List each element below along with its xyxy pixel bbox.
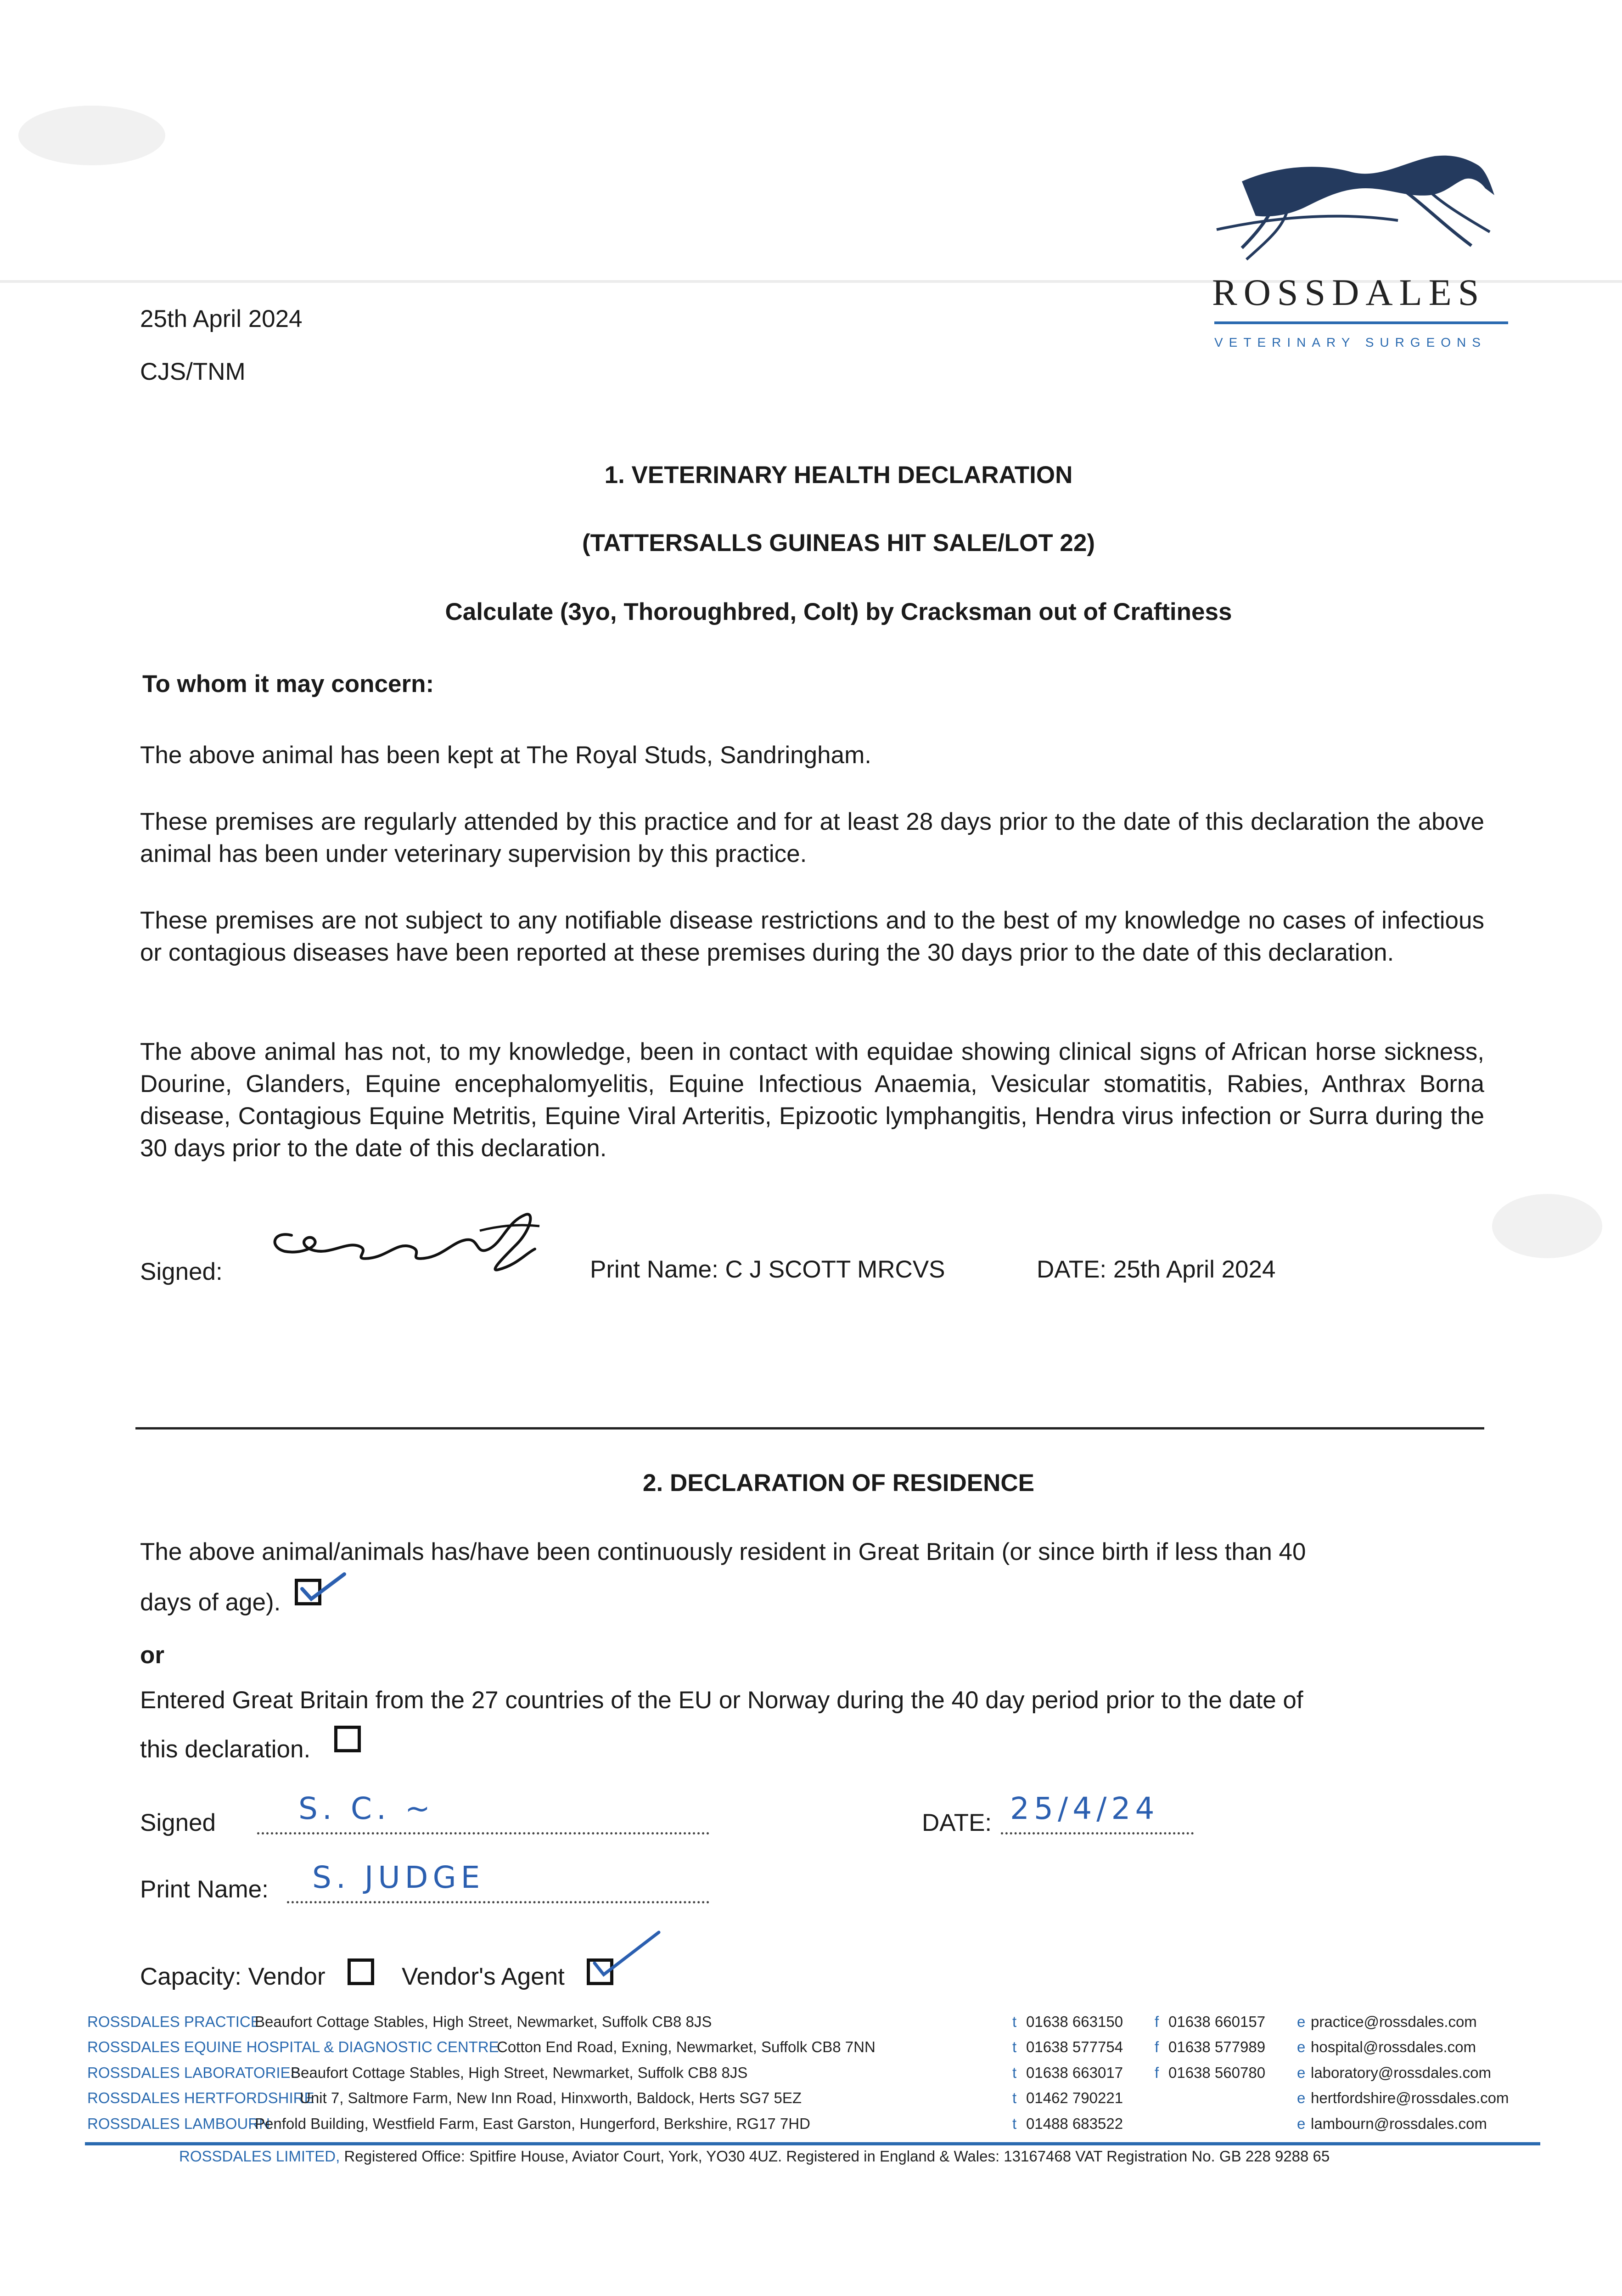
- footer-fax-prefix: f: [1155, 2038, 1159, 2055]
- footer-office-name: ROSSDALES LAMBOURN: [87, 2115, 270, 2132]
- residence-option-2-checkbox[interactable]: [334, 1726, 361, 1752]
- footer-office-email[interactable]: laboratory@rossdales.com: [1311, 2064, 1491, 2081]
- footer-tel-prefix: t: [1012, 2064, 1017, 2081]
- footer-tel-prefix: t: [1012, 2013, 1017, 2030]
- footer-office-phone[interactable]: 01462 790221: [1026, 2089, 1123, 2106]
- salutation: To whom it may concern:: [142, 670, 434, 698]
- footer-tel-prefix: t: [1012, 2115, 1017, 2132]
- residence-option-1-line1: The above animal/animals has/have been continuously resident in Great Britain (or since birth if less than 40: [140, 1538, 1306, 1565]
- brand-name: ROSSDALES: [1212, 271, 1486, 313]
- footer-office-name: ROSSDALES LABORATORIES: [87, 2064, 301, 2081]
- section-divider: [135, 1427, 1484, 1429]
- paragraph-supervision: These premises are regularly attended by this practice and for at least 28 days prior to the date of this declaration the above animal has been under veterinary supervision by this practice.: [140, 808, 1484, 867]
- logo: [1194, 138, 1524, 367]
- capacity-vendor-checkbox[interactable]: [348, 1958, 374, 1985]
- letter-reference: CJS/TNM: [140, 358, 246, 385]
- footer-email-prefix: e: [1297, 2013, 1306, 2030]
- scan-smudge: [1492, 1194, 1602, 1258]
- paragraph-premises: The above animal has been kept at The Royal Studs, Sandringham.: [140, 742, 871, 769]
- letter-date: 25th April 2024: [140, 305, 303, 332]
- vet-signature-date: DATE: 25th April 2024: [1037, 1256, 1276, 1283]
- signed-label: Signed:: [140, 1258, 223, 1285]
- footer-office-address: Beaufort Cottage Stables, High Street, Newmarket, Suffolk CB8 8JS: [291, 2064, 748, 2081]
- footer-registration: [179, 2144, 1330, 2169]
- footer-office-phone[interactable]: 01638 663150: [1026, 2013, 1123, 2030]
- vet-signature: [259, 1203, 553, 1281]
- brand-subtitle: VETERINARY SURGEONS: [1214, 335, 1487, 349]
- footer-office-address: Penfold Building, Westfield Farm, East Garston, Hungerford, Berkshire, RG17 7HD: [255, 2115, 810, 2132]
- footer-office-email[interactable]: hertfordshire@rossdales.com: [1311, 2089, 1509, 2106]
- footer-office-phone[interactable]: 01488 683522: [1026, 2115, 1123, 2132]
- section2-heading: 2. DECLARATION OF RESIDENCE: [643, 1469, 1034, 1497]
- footer-office-fax: 01638 660157: [1168, 2013, 1266, 2030]
- checkmark-icon: [298, 1570, 349, 1607]
- footer-email-prefix: e: [1297, 2038, 1306, 2055]
- footer-office-fax: 01638 577989: [1168, 2038, 1266, 2055]
- footer-office-name: ROSSDALES PRACTICE: [87, 2013, 261, 2030]
- footer-tel-prefix: t: [1012, 2038, 1017, 2055]
- brand-underline: [1214, 321, 1508, 324]
- owner-signature: S. C. ~: [298, 1791, 435, 1826]
- footer-email-prefix: e: [1297, 2115, 1306, 2132]
- footer-email-prefix: e: [1297, 2089, 1306, 2106]
- footer-email-prefix: e: [1297, 2064, 1306, 2081]
- owner-date-label: DATE:: [922, 1809, 992, 1836]
- footer-fax-prefix: f: [1155, 2064, 1159, 2081]
- paragraph-restrictions: These premises are not subject to any notifiable disease restrictions and to the best of my knowledge no cases of infectious or contagious diseases have been reported at these premises during the 30 days prior to the date of this declaration.: [140, 907, 1484, 966]
- footer-office-email[interactable]: practice@rossdales.com: [1311, 2013, 1477, 2030]
- footer-fax-prefix: f: [1155, 2013, 1159, 2030]
- footer-office-name: ROSSDALES HERTFORDSHIRE: [87, 2089, 314, 2106]
- owner-print-name-line: [287, 1901, 709, 1903]
- owner-date: 25/4/24: [1010, 1791, 1159, 1826]
- owner-print-name: S. JUDGE: [312, 1860, 485, 1895]
- residence-option-1-line2: days of age).: [140, 1589, 281, 1616]
- paragraph-contact: The above animal has not, to my knowledge, been in contact with equidae showing clinical signs of African horse sickness, Dourine, Glanders, Equine encephalomyelitis, Equine Infectious Anaemia, Vesicular stomatitis, Rabies, Anthrax Borna disease, Contagious Equine Metritis, Equine Viral Arteritis, Epizootic lymphangitis, Hendra virus infection or Surra during the 30 days prior to the date of this declaration.: [140, 1038, 1484, 1162]
- footer-company-name: ROSSDALES LIMITED,: [179, 2148, 340, 2165]
- residence-option-2-line1: Entered Great Britain from the 27 countries of the EU or Norway during the 40 day period prior to the date of: [140, 1687, 1303, 1714]
- owner-date-line: [1001, 1832, 1194, 1835]
- checkmark-icon: [590, 1929, 663, 1984]
- scan-smudge: [18, 106, 165, 165]
- footer-office-address: Unit 7, Saltmore Farm, New Inn Road, Hinxworth, Baldock, Herts SG7 5EZ: [300, 2089, 802, 2106]
- capacity-vendor-label: Capacity: Vendor: [140, 1963, 326, 1990]
- running-horse-icon: [1214, 138, 1499, 271]
- residence-option-2-line2: this declaration.: [140, 1736, 311, 1763]
- section1-subheading: (TATTERSALLS GUINEAS HIT SALE/LOT 22): [582, 529, 1095, 557]
- owner-print-name-label: Print Name:: [140, 1876, 269, 1903]
- footer-office-name: ROSSDALES EQUINE HOSPITAL & DIAGNOSTIC CENTRE: [87, 2038, 499, 2055]
- footer-office-email[interactable]: lambourn@rossdales.com: [1311, 2115, 1487, 2132]
- owner-signed-label: Signed: [140, 1809, 216, 1836]
- capacity-agent-label: Vendor's Agent: [402, 1963, 565, 1990]
- footer-tel-prefix: t: [1012, 2089, 1017, 2106]
- owner-signature-line: [257, 1832, 709, 1835]
- footer-office-phone[interactable]: 01638 577754: [1026, 2038, 1123, 2055]
- footer-office-fax: 01638 560780: [1168, 2064, 1266, 2081]
- section1-heading: 1. VETERINARY HEALTH DECLARATION: [604, 461, 1073, 489]
- footer-office-address: Beaufort Cottage Stables, High Street, Newmarket, Suffolk CB8 8JS: [255, 2013, 712, 2030]
- footer-office-address: Cotton End Road, Exning, Newmarket, Suffolk CB8 7NN: [497, 2038, 876, 2055]
- footer-office-phone[interactable]: 01638 663017: [1026, 2064, 1123, 2081]
- footer-office-email[interactable]: hospital@rossdales.com: [1311, 2038, 1476, 2055]
- or-separator: or: [140, 1642, 164, 1669]
- animal-description: Calculate (3yo, Thoroughbred, Colt) by Cracksman out of Craftiness: [445, 598, 1232, 625]
- vet-print-name: Print Name: C J SCOTT MRCVS: [590, 1256, 945, 1283]
- footer-registration-text: Registered Office: Spitfire House, Aviator Court, York, YO30 4UZ. Registered in England & Wales: 13167468 VAT Registration No. GB 228 9288 65: [344, 2148, 1330, 2165]
